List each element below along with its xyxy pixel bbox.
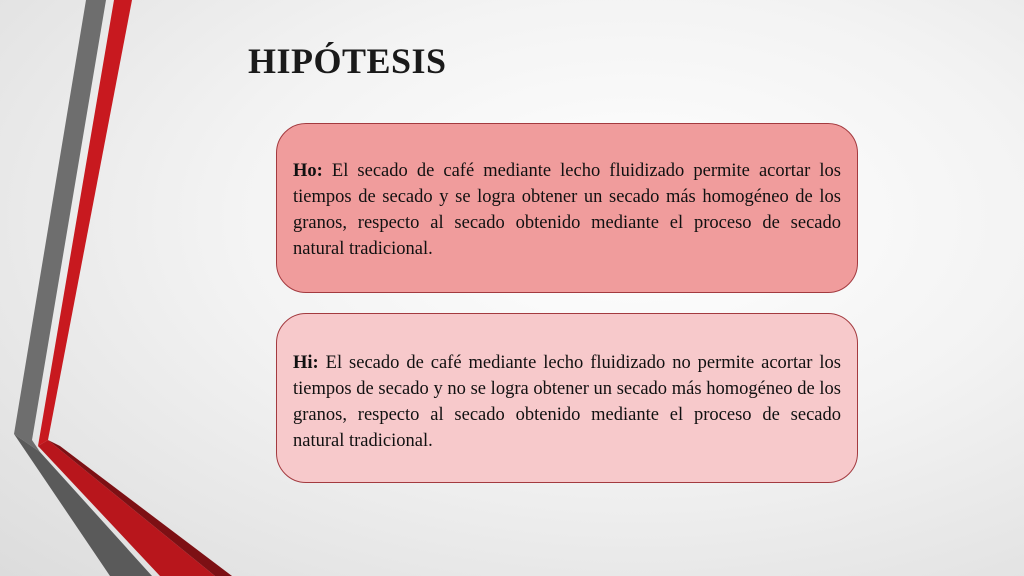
hypothesis-alt-box bbox=[276, 313, 858, 483]
gray-stripe bbox=[14, 0, 106, 452]
hypothesis-null-box bbox=[276, 123, 858, 293]
hypothesis-null-label: Ho: bbox=[293, 161, 323, 181]
slide-title: HIPÓTESIS bbox=[248, 41, 447, 81]
hypothesis-alt-text: El secado de café mediante lecho fluidizado no permite acortar los tiempos de secado y no se logra obtener un secado más homogéneo de los granos, respecto al secado obtenido mediante el proceso de secado natural tradicional. bbox=[293, 353, 841, 451]
hypothesis-null-text: El secado de café mediante lecho fluidizado permite acortar los tiempos de secado y se logra obtener un secado más homogéneo de los granos, respecto al secado obtenido mediante el proceso de secado natural tradicional. bbox=[293, 161, 841, 259]
hypothesis-alt-label: Hi: bbox=[293, 353, 319, 373]
